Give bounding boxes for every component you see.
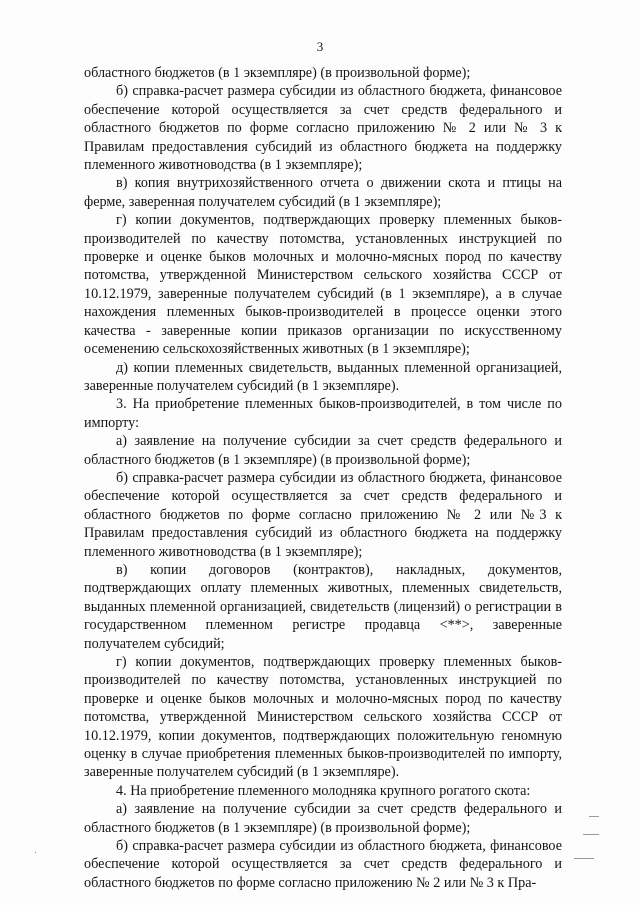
paragraph-item-g: г) копии документов, подтверждающих проверку племенных быков-производителей по качеству потомства, установленных инструкцией по проверке и оценке быков молочных и молочно-мясных пород по качеству потомства, утвержденной Министерством сельского хозяйства СССР от 10.12.1979, копии документов, подтверждающих положительную геномную оценку в случае приобретения племенных быков-производителей по импорту, заверенные получателем субсидий (в 1 экземпляре).: [84, 654, 562, 781]
paragraph-item-a: а) заявление на получение субсидии за счет средств федерального и областного бюджетов (в 1 экземпляре) (в произвольной форме);: [84, 433, 562, 468]
scan-artifact-mark: [589, 816, 599, 817]
paragraph-continuation: областного бюджетов (в 1 экземпляре) (в произвольной форме);: [84, 65, 471, 81]
paragraph-item-b: б) справка-расчет размера субсидии из областного бюджета, финансовое обеспечение которой осуществляется за счет средств федерального и областного бюджетов по форме согласно приложению № 2 или № 3 к Пра-: [84, 838, 562, 891]
paragraph-item-a: а) заявление на получение субсидии за счет средств федерального и областного бюджетов (в 1 экземпляре) (в произвольной форме);: [84, 801, 562, 836]
scan-artifact-mark: [574, 858, 594, 859]
paragraph-item-b: б) справка-расчет размера субсидии из областного бюджета, финансовое обеспечение которой осуществляется за счет средств федерального и областного бюджетов по форме согласно приложению № 2 или № 3 к Правилам предоставления субсидий из областного бюджета на поддержку племенного животноводства (в 1 экземпляре);: [84, 83, 562, 174]
scan-artifact-dot: [35, 852, 36, 853]
paragraph-item-d: д) копии племенных свидетельств, выданных племенной организацией, заверенные получателем субсидий (в 1 экземпляре).: [84, 359, 562, 394]
paragraph-item-v: в) копия внутрихозяйственного отчета о движении скота и птицы на ферме, заверенная получателем субсидий (в 1 экземпляре);: [84, 175, 562, 210]
scan-artifact-mark: [583, 834, 599, 835]
paragraph-section-4: 4. На приобретение племенного молодняка крупного рогатого скота:: [116, 782, 531, 799]
paragraph-item-b: б) справка-расчет размера субсидии из областного бюджета, финансовое обеспечение которой осуществляется за счет средств федерального и областного бюджетов по форме согласно приложению № 2 или №3 к Правилам предоставления субсидий из областного бюджета на поддержку племенного животноводства (в 1 экземпляре);: [84, 469, 562, 560]
paragraph-section-3: 3. На приобретение племенных быков-производителей, в том числе по импорту:: [84, 396, 562, 431]
paragraph-item-g: г) копии документов, подтверждающих проверку племенных быков-производителей по качеству потомства, установленных инструкцией по проверке и оценке быков молочных и молочно-мясных пород по качеству потомства, утвержденной Министерством сельского хозяйства СССР от 10.12.1979, заверенные получателем субсидий (в 1 экземпляре), а в случае нахождения племенных быков-производителей в процессе оценки этого качества - заверенные копии приказов организации по искусственному осеменению сельскохозяйственных животных (в 1 экземпляре);: [84, 212, 562, 358]
paragraph-item-v: в) копии договоров (контрактов), накладных, документов, подтверждающих оплату племенных животных, племенных свидетельств, выданных племенной организацией, свидетельств (лицензий) о регистрации в государственном племенном регистре продавца <**>, заверенные получателем субсидий;: [84, 561, 562, 652]
document-body: [84, 64, 562, 892]
page-number: 3: [316, 39, 324, 54]
